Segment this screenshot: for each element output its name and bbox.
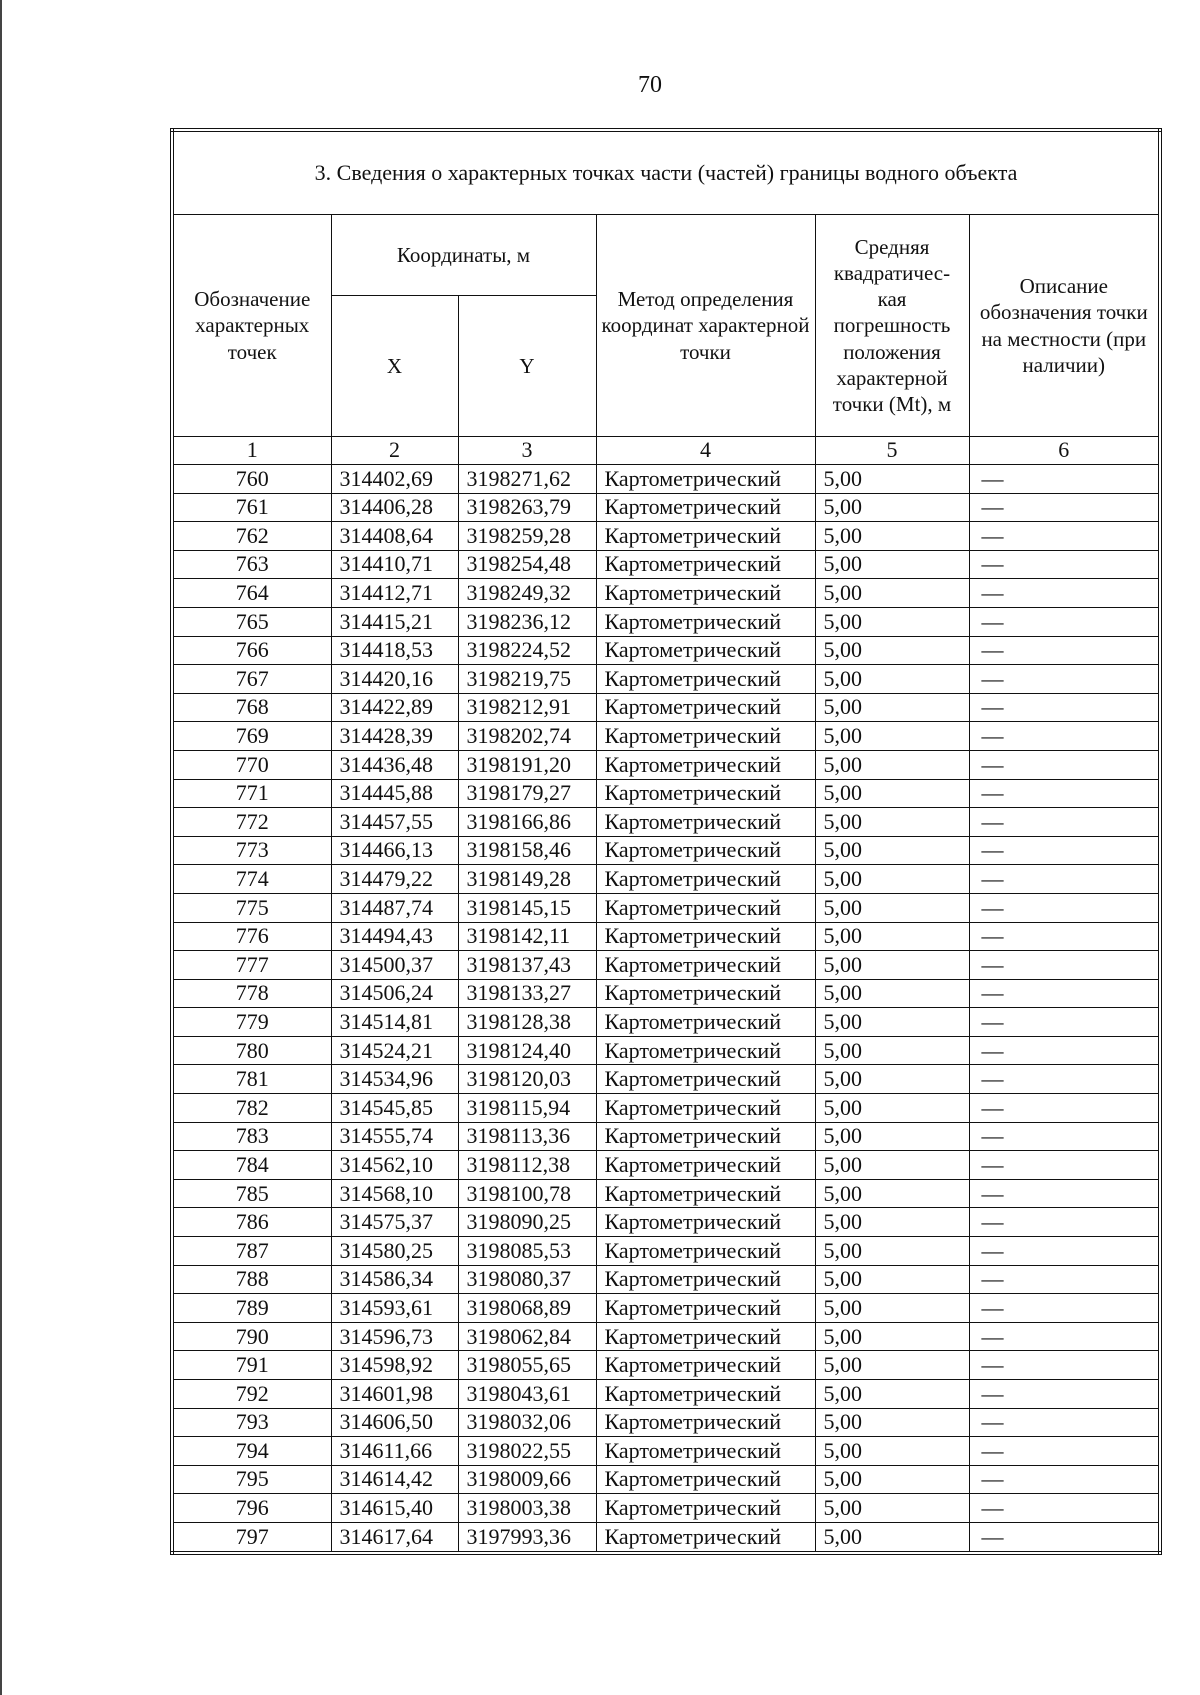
method-cell: Картометрический xyxy=(596,979,815,1008)
table-row xyxy=(172,893,1160,922)
error-cell: 5,00 xyxy=(815,808,969,837)
point-id-cell: 766 xyxy=(172,636,331,665)
method-cell: Картометрический xyxy=(596,579,815,608)
description-cell: — xyxy=(969,550,1160,579)
error-cell: 5,00 xyxy=(815,750,969,779)
description-cell: — xyxy=(969,607,1160,636)
y-coordinate-cell: 3198259,28 xyxy=(458,522,596,551)
y-coordinate-cell: 3198128,38 xyxy=(458,1008,596,1037)
x-coordinate-cell: 314418,53 xyxy=(331,636,458,665)
description-cell: — xyxy=(969,1351,1160,1380)
table-row xyxy=(172,1065,1160,1094)
point-id-cell: 769 xyxy=(172,722,331,751)
method-cell: Картометрический xyxy=(596,951,815,980)
table-row xyxy=(172,779,1160,808)
method-cell: Картометрический xyxy=(596,1008,815,1037)
x-coordinate-cell: 314568,10 xyxy=(331,1179,458,1208)
method-cell: Картометрический xyxy=(596,1522,815,1552)
y-coordinate-cell: 3198249,32 xyxy=(458,579,596,608)
x-coordinate-cell: 314412,71 xyxy=(331,579,458,608)
x-coordinate-cell: 314615,40 xyxy=(331,1494,458,1523)
description-cell: — xyxy=(969,636,1160,665)
y-coordinate-cell: 3198224,52 xyxy=(458,636,596,665)
x-coordinate-cell: 314606,50 xyxy=(331,1408,458,1437)
description-cell: — xyxy=(969,522,1160,551)
y-coordinate-cell: 3198137,43 xyxy=(458,951,596,980)
error-cell: 5,00 xyxy=(815,1094,969,1123)
column-number: 6 xyxy=(969,437,1160,465)
x-coordinate-cell: 314598,92 xyxy=(331,1351,458,1380)
x-coordinate-cell: 314514,81 xyxy=(331,1008,458,1037)
table-row xyxy=(172,1265,1160,1294)
description-cell: — xyxy=(969,836,1160,865)
method-cell: Картометрический xyxy=(596,1465,815,1494)
x-coordinate-cell: 314580,25 xyxy=(331,1237,458,1266)
method-cell: Картометрический xyxy=(596,1179,815,1208)
description-cell: — xyxy=(969,951,1160,980)
table-row xyxy=(172,693,1160,722)
table-row xyxy=(172,1237,1160,1266)
point-id-cell: 791 xyxy=(172,1351,331,1380)
table-row xyxy=(172,1380,1160,1409)
error-cell: 5,00 xyxy=(815,1437,969,1466)
error-cell: 5,00 xyxy=(815,836,969,865)
error-cell: 5,00 xyxy=(815,1494,969,1523)
method-cell: Картометрический xyxy=(596,636,815,665)
x-coordinate-cell: 314428,39 xyxy=(331,722,458,751)
y-coordinate-cell: 3197993,36 xyxy=(458,1522,596,1552)
table-row xyxy=(172,607,1160,636)
method-cell: Картометрический xyxy=(596,1208,815,1237)
description-cell: — xyxy=(969,1151,1160,1180)
point-id-cell: 785 xyxy=(172,1179,331,1208)
method-cell: Картометрический xyxy=(596,665,815,694)
method-cell: Картометрический xyxy=(596,893,815,922)
header-coordinates: Координаты, м xyxy=(331,215,596,296)
x-coordinate-cell: 314614,42 xyxy=(331,1465,458,1494)
x-coordinate-cell: 314445,88 xyxy=(331,779,458,808)
description-cell: — xyxy=(969,1036,1160,1065)
y-coordinate-cell: 3198158,46 xyxy=(458,836,596,865)
description-cell: — xyxy=(969,722,1160,751)
x-coordinate-cell: 314593,61 xyxy=(331,1294,458,1323)
x-coordinate-cell: 314562,10 xyxy=(331,1151,458,1180)
header-description: Описание обозначения точки на местности (при наличии) xyxy=(969,215,1160,437)
point-id-cell: 777 xyxy=(172,951,331,980)
error-cell: 5,00 xyxy=(815,779,969,808)
point-id-cell: 773 xyxy=(172,836,331,865)
table-row xyxy=(172,550,1160,579)
point-id-cell: 765 xyxy=(172,607,331,636)
description-cell: — xyxy=(969,779,1160,808)
point-id-cell: 779 xyxy=(172,1008,331,1037)
x-coordinate-cell: 314524,21 xyxy=(331,1036,458,1065)
table-row xyxy=(172,722,1160,751)
y-coordinate-cell: 3198032,06 xyxy=(458,1408,596,1437)
error-cell: 5,00 xyxy=(815,493,969,522)
point-id-cell: 793 xyxy=(172,1408,331,1437)
description-cell: — xyxy=(969,465,1160,494)
x-coordinate-cell: 314422,89 xyxy=(331,693,458,722)
y-coordinate-cell: 3198055,65 xyxy=(458,1351,596,1380)
table-title: 3. Сведения о характерных точках части (частей) границы водного объекта xyxy=(172,130,1160,215)
x-coordinate-cell: 314436,48 xyxy=(331,750,458,779)
header-method: Метод определения координат характерной точки xyxy=(596,215,815,437)
error-cell: 5,00 xyxy=(815,893,969,922)
y-coordinate-cell: 3198062,84 xyxy=(458,1322,596,1351)
header-point-id: Обозначение характерных точек xyxy=(172,215,331,437)
y-coordinate-cell: 3198022,55 xyxy=(458,1437,596,1466)
description-cell: — xyxy=(969,1380,1160,1409)
point-id-cell: 797 xyxy=(172,1522,331,1552)
x-coordinate-cell: 314494,43 xyxy=(331,922,458,951)
points-table xyxy=(170,128,1162,1555)
description-cell: — xyxy=(969,808,1160,837)
description-cell: — xyxy=(969,579,1160,608)
error-cell: 5,00 xyxy=(815,1036,969,1065)
table-row xyxy=(172,465,1160,494)
error-cell: 5,00 xyxy=(815,1408,969,1437)
error-cell: 5,00 xyxy=(815,1208,969,1237)
error-cell: 5,00 xyxy=(815,1380,969,1409)
description-cell: — xyxy=(969,922,1160,951)
column-number: 3 xyxy=(458,437,596,465)
x-coordinate-cell: 314555,74 xyxy=(331,1122,458,1151)
x-coordinate-cell: 314415,21 xyxy=(331,607,458,636)
point-id-cell: 776 xyxy=(172,922,331,951)
point-id-cell: 780 xyxy=(172,1036,331,1065)
point-id-cell: 787 xyxy=(172,1237,331,1266)
table-row xyxy=(172,579,1160,608)
error-cell: 5,00 xyxy=(815,607,969,636)
x-coordinate-cell: 314586,34 xyxy=(331,1265,458,1294)
description-cell: — xyxy=(969,979,1160,1008)
error-cell: 5,00 xyxy=(815,665,969,694)
point-id-cell: 772 xyxy=(172,808,331,837)
method-cell: Картометрический xyxy=(596,1380,815,1409)
description-cell: — xyxy=(969,1008,1160,1037)
error-cell: 5,00 xyxy=(815,1008,969,1037)
method-cell: Картометрический xyxy=(596,1036,815,1065)
x-coordinate-cell: 314410,71 xyxy=(331,550,458,579)
method-cell: Картометрический xyxy=(596,836,815,865)
y-coordinate-cell: 3198202,74 xyxy=(458,722,596,751)
description-cell: — xyxy=(969,1294,1160,1323)
table-row xyxy=(172,836,1160,865)
method-cell: Картометрический xyxy=(596,808,815,837)
method-cell: Картометрический xyxy=(596,1351,815,1380)
description-cell: — xyxy=(969,1237,1160,1266)
method-cell: Картометрический xyxy=(596,722,815,751)
point-id-cell: 792 xyxy=(172,1380,331,1409)
method-cell: Картометрический xyxy=(596,1237,815,1266)
method-cell: Картометрический xyxy=(596,493,815,522)
error-cell: 5,00 xyxy=(815,550,969,579)
y-coordinate-cell: 3198112,38 xyxy=(458,1151,596,1180)
error-cell: 5,00 xyxy=(815,922,969,951)
point-id-cell: 796 xyxy=(172,1494,331,1523)
y-coordinate-cell: 3198080,37 xyxy=(458,1265,596,1294)
x-coordinate-cell: 314402,69 xyxy=(331,465,458,494)
error-cell: 5,00 xyxy=(815,1065,969,1094)
description-cell: — xyxy=(969,693,1160,722)
y-coordinate-cell: 3198133,27 xyxy=(458,979,596,1008)
column-number: 5 xyxy=(815,437,969,465)
method-cell: Картометрический xyxy=(596,522,815,551)
error-cell: 5,00 xyxy=(815,865,969,894)
x-coordinate-cell: 314500,37 xyxy=(331,951,458,980)
column-number: 4 xyxy=(596,437,815,465)
method-cell: Картометрический xyxy=(596,1494,815,1523)
method-cell: Картометрический xyxy=(596,550,815,579)
error-cell: 5,00 xyxy=(815,951,969,980)
scan-edge xyxy=(0,0,2,1695)
method-cell: Картометрический xyxy=(596,922,815,951)
description-cell: — xyxy=(969,1494,1160,1523)
x-coordinate-cell: 314406,28 xyxy=(331,493,458,522)
x-coordinate-cell: 314479,22 xyxy=(331,865,458,894)
x-coordinate-cell: 314457,55 xyxy=(331,808,458,837)
description-cell: — xyxy=(969,1065,1160,1094)
header-y: Y xyxy=(458,296,596,437)
point-id-cell: 774 xyxy=(172,865,331,894)
method-cell: Картометрический xyxy=(596,693,815,722)
description-cell: — xyxy=(969,1322,1160,1351)
method-cell: Картометрический xyxy=(596,465,815,494)
point-id-cell: 761 xyxy=(172,493,331,522)
error-cell: 5,00 xyxy=(815,1294,969,1323)
error-cell: 5,00 xyxy=(815,465,969,494)
table-row xyxy=(172,1179,1160,1208)
y-coordinate-cell: 3198124,40 xyxy=(458,1036,596,1065)
error-cell: 5,00 xyxy=(815,579,969,608)
y-coordinate-cell: 3198115,94 xyxy=(458,1094,596,1123)
y-coordinate-cell: 3198113,36 xyxy=(458,1122,596,1151)
point-id-cell: 771 xyxy=(172,779,331,808)
y-coordinate-cell: 3198179,27 xyxy=(458,779,596,808)
description-cell: — xyxy=(969,893,1160,922)
table-row xyxy=(172,1008,1160,1037)
point-id-cell: 781 xyxy=(172,1065,331,1094)
point-id-cell: 764 xyxy=(172,579,331,608)
y-coordinate-cell: 3198191,20 xyxy=(458,750,596,779)
y-coordinate-cell: 3198142,11 xyxy=(458,922,596,951)
y-coordinate-cell: 3198149,28 xyxy=(458,865,596,894)
x-coordinate-cell: 314611,66 xyxy=(331,1437,458,1466)
table-row xyxy=(172,922,1160,951)
table-row xyxy=(172,1465,1160,1494)
error-cell: 5,00 xyxy=(815,1122,969,1151)
table-row xyxy=(172,1094,1160,1123)
method-cell: Картометрический xyxy=(596,1094,815,1123)
table-row xyxy=(172,951,1160,980)
method-cell: Картометрический xyxy=(596,1065,815,1094)
header-error: Средняя квадратичес-кая погрешность положения характерной точки (Mt), м xyxy=(815,215,969,437)
error-cell: 5,00 xyxy=(815,979,969,1008)
table-row xyxy=(172,665,1160,694)
point-id-cell: 782 xyxy=(172,1094,331,1123)
y-coordinate-cell: 3198090,25 xyxy=(458,1208,596,1237)
x-coordinate-cell: 314575,37 xyxy=(331,1208,458,1237)
y-coordinate-cell: 3198271,62 xyxy=(458,465,596,494)
error-cell: 5,00 xyxy=(815,1179,969,1208)
method-cell: Картометрический xyxy=(596,1437,815,1466)
table-row xyxy=(172,979,1160,1008)
method-cell: Картометрический xyxy=(596,1122,815,1151)
description-cell: — xyxy=(969,1265,1160,1294)
y-coordinate-cell: 3198219,75 xyxy=(458,665,596,694)
y-coordinate-cell: 3198236,12 xyxy=(458,607,596,636)
y-coordinate-cell: 3198009,66 xyxy=(458,1465,596,1494)
error-cell: 5,00 xyxy=(815,1522,969,1552)
method-cell: Картометрический xyxy=(596,1151,815,1180)
table-row xyxy=(172,1322,1160,1351)
x-coordinate-cell: 314545,85 xyxy=(331,1094,458,1123)
x-coordinate-cell: 314420,16 xyxy=(331,665,458,694)
y-coordinate-cell: 3198166,86 xyxy=(458,808,596,837)
table-row xyxy=(172,1294,1160,1323)
error-cell: 5,00 xyxy=(815,1465,969,1494)
table-row xyxy=(172,1208,1160,1237)
method-cell: Картометрический xyxy=(596,1322,815,1351)
table-row xyxy=(172,493,1160,522)
table-row xyxy=(172,636,1160,665)
method-cell: Картометрический xyxy=(596,607,815,636)
table-row xyxy=(172,1408,1160,1437)
y-coordinate-cell: 3198100,78 xyxy=(458,1179,596,1208)
table-body xyxy=(172,465,1160,1553)
point-id-cell: 786 xyxy=(172,1208,331,1237)
x-coordinate-cell: 314617,64 xyxy=(331,1522,458,1552)
point-id-cell: 795 xyxy=(172,1465,331,1494)
point-id-cell: 794 xyxy=(172,1437,331,1466)
point-id-cell: 763 xyxy=(172,550,331,579)
error-cell: 5,00 xyxy=(815,722,969,751)
method-cell: Картометрический xyxy=(596,1265,815,1294)
y-coordinate-cell: 3198254,48 xyxy=(458,550,596,579)
error-cell: 5,00 xyxy=(815,1151,969,1180)
error-cell: 5,00 xyxy=(815,1265,969,1294)
table-row xyxy=(172,750,1160,779)
table-row xyxy=(172,522,1160,551)
description-cell: — xyxy=(969,1522,1160,1552)
x-coordinate-cell: 314487,74 xyxy=(331,893,458,922)
point-id-cell: 760 xyxy=(172,465,331,494)
point-id-cell: 767 xyxy=(172,665,331,694)
error-cell: 5,00 xyxy=(815,693,969,722)
table-row xyxy=(172,1437,1160,1466)
method-cell: Картометрический xyxy=(596,750,815,779)
x-coordinate-cell: 314601,98 xyxy=(331,1380,458,1409)
table-row xyxy=(172,1522,1160,1552)
error-cell: 5,00 xyxy=(815,1322,969,1351)
point-id-cell: 784 xyxy=(172,1151,331,1180)
table-row xyxy=(172,808,1160,837)
y-coordinate-cell: 3198145,15 xyxy=(458,893,596,922)
y-coordinate-cell: 3198043,61 xyxy=(458,1380,596,1409)
description-cell: — xyxy=(969,865,1160,894)
description-cell: — xyxy=(969,750,1160,779)
y-coordinate-cell: 3198212,91 xyxy=(458,693,596,722)
point-id-cell: 768 xyxy=(172,693,331,722)
point-id-cell: 762 xyxy=(172,522,331,551)
table-row xyxy=(172,1494,1160,1523)
x-coordinate-cell: 314506,24 xyxy=(331,979,458,1008)
y-coordinate-cell: 3198120,03 xyxy=(458,1065,596,1094)
description-cell: — xyxy=(969,1122,1160,1151)
column-number-row xyxy=(172,437,1160,465)
description-cell: — xyxy=(969,1437,1160,1466)
x-coordinate-cell: 314466,13 xyxy=(331,836,458,865)
error-cell: 5,00 xyxy=(815,1237,969,1266)
method-cell: Картометрический xyxy=(596,779,815,808)
y-coordinate-cell: 3198263,79 xyxy=(458,493,596,522)
point-id-cell: 789 xyxy=(172,1294,331,1323)
description-cell: — xyxy=(969,665,1160,694)
point-id-cell: 778 xyxy=(172,979,331,1008)
table-row xyxy=(172,865,1160,894)
table-row xyxy=(172,1351,1160,1380)
column-number: 2 xyxy=(331,437,458,465)
y-coordinate-cell: 3198085,53 xyxy=(458,1237,596,1266)
description-cell: — xyxy=(969,1208,1160,1237)
table-row xyxy=(172,1122,1160,1151)
table-row xyxy=(172,1036,1160,1065)
method-cell: Картометрический xyxy=(596,1408,815,1437)
description-cell: — xyxy=(969,1465,1160,1494)
point-id-cell: 770 xyxy=(172,750,331,779)
y-coordinate-cell: 3198003,38 xyxy=(458,1494,596,1523)
description-cell: — xyxy=(969,1094,1160,1123)
description-cell: — xyxy=(969,1179,1160,1208)
point-id-cell: 783 xyxy=(172,1122,331,1151)
x-coordinate-cell: 314596,73 xyxy=(331,1322,458,1351)
method-cell: Картометрический xyxy=(596,865,815,894)
point-id-cell: 788 xyxy=(172,1265,331,1294)
description-cell: — xyxy=(969,493,1160,522)
header-x: X xyxy=(331,296,458,437)
table-row xyxy=(172,1151,1160,1180)
page-number: 70 xyxy=(638,72,662,98)
method-cell: Картометрический xyxy=(596,1294,815,1323)
point-id-cell: 775 xyxy=(172,893,331,922)
description-cell: — xyxy=(969,1408,1160,1437)
error-cell: 5,00 xyxy=(815,1351,969,1380)
point-id-cell: 790 xyxy=(172,1322,331,1351)
y-coordinate-cell: 3198068,89 xyxy=(458,1294,596,1323)
column-number: 1 xyxy=(172,437,331,465)
error-cell: 5,00 xyxy=(815,636,969,665)
x-coordinate-cell: 314408,64 xyxy=(331,522,458,551)
x-coordinate-cell: 314534,96 xyxy=(331,1065,458,1094)
error-cell: 5,00 xyxy=(815,522,969,551)
